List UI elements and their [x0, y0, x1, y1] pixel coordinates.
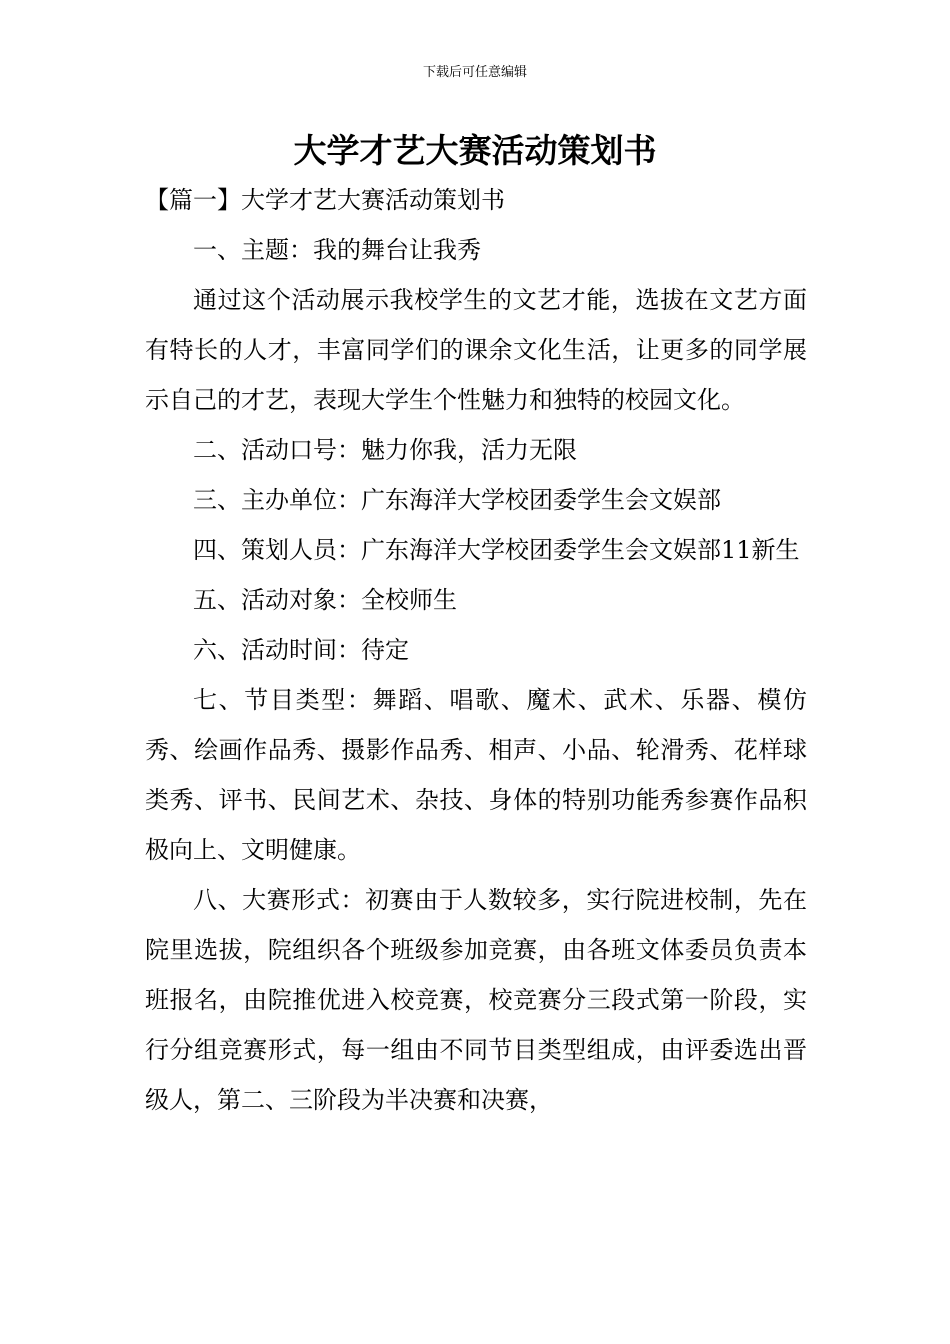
paragraph-purpose: 通过这个活动展示我校学生的文艺才能，选拔在文艺方面有特长的人才，丰富同学们的课余文化生活，让更多的同学展示自己的才艺，表现大学生个性魅力和独特的校园文化。 [145, 286, 807, 414]
header-note: 下载后可任意编辑 [422, 65, 527, 80]
document-title: 大学才艺大赛活动策划书 [293, 131, 657, 170]
paragraph-program-types: 七、节目类型：舞蹈、唱歌、魔术、武术、乐器、模仿秀、绘画作品秀、摄影作品秀、相声、小品、轮滑秀、花样球类秀、评书、民间艺术、杂技、身体的特别功能秀参赛作品积极向上、文明健康。 [145, 686, 807, 864]
paragraph-format: 八、大赛形式：初赛由于人数较多，实行院进校制，先在院里选拔，院组织各个班级参加竞赛，由各班文体委员负责本班报名，由院推优进入校竞赛，校竞赛分三段式第一阶段，实行分组竞赛形式，每一组由不同节目类型组成，由评委选出晋级人，第二、三阶段为半决赛和决赛， [145, 886, 807, 1114]
document-body [145, 175, 807, 1125]
paragraph-slogan: 二、活动口号：魅力你我，活力无限 [193, 436, 577, 464]
paragraph-participants: 五、活动对象：全校师生 [193, 586, 457, 614]
paragraph-organizer: 三、主办单位：广东海洋大学校团委学生会文娱部 [193, 486, 721, 514]
paragraph-planners: 四、策划人员：广东海洋大学校团委学生会文娱部11新生 [193, 536, 800, 564]
paragraph-theme: 一、主题：我的舞台让我秀 [193, 236, 481, 264]
paragraph-time: 六、活动时间：待定 [193, 636, 409, 664]
section-label: 【篇一】大学才艺大赛活动策划书 [145, 186, 505, 214]
